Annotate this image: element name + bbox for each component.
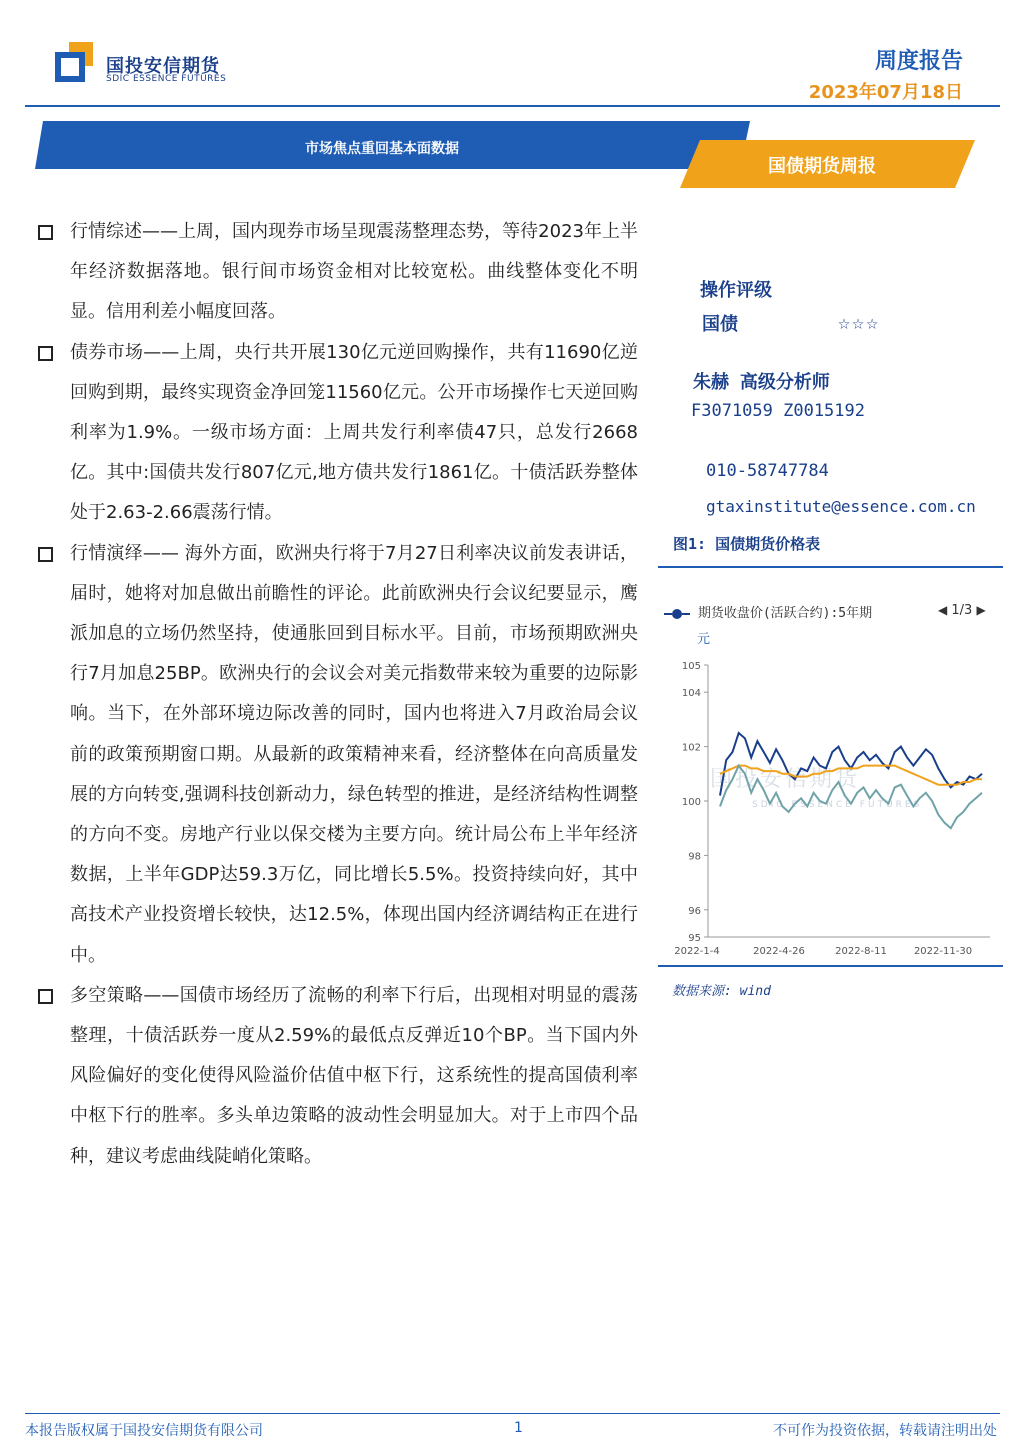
bullet-item: 多空策略——国债市场经历了流畅的利率下行后，出现相对明显的震荡整理，十债活跃券一度从2.59%的最低点反弹近10个BP。当下国内外风险偏好的变化使得风险溢价估值中枢下行，这系统性的提高国债利率中枢下行的胜率。多头单边策略的波动性会明显加大。对于上市四个品种，建议考虑曲线陡峭化策略。	[38, 976, 638, 1177]
y-tick-label: 104	[681, 688, 701, 700]
footer-divider	[25, 1413, 1000, 1414]
report-type: 周度报告	[874, 49, 963, 74]
footer-copyright: 本报告版权属于国投安信期货有限公司	[25, 1423, 263, 1439]
figure-title: 图1: 国债期货价格表	[673, 535, 821, 553]
rating-stars: ☆☆☆	[838, 310, 881, 334]
x-tick-label: 2022-1-4	[674, 946, 720, 957]
legend-marker-icon	[672, 609, 682, 619]
x-tick-label: 2022-4-26	[753, 946, 805, 957]
report-date: 2023年07月18日	[808, 82, 963, 103]
checkbox-icon	[38, 225, 53, 240]
legend-unit: 元	[697, 632, 711, 647]
price-chart	[660, 655, 1000, 960]
bullet-item: 行情演绎—— 海外方面，欧洲央行将于7月27日利率决议前发表讲话，届时，她将对加息做出前瞻性的评论。此前欧洲央行会议纪要显示，鹰派加息的立场仍然坚持，使通胀回到目标水平。目前，市场预期欧洲央行7月加息25BP。欧洲央行的会议会对美元指数带来较为重要的边际影响。当下，在外部环境边际改善的同时，国内也将进入7月政治局会议前的政策预期窗口期。从最新的政策精神来看，经济整体在向高质量发展的方向转变,强调科技创新动力，绿色转型的推进，是经济结构性调整的方向不变。房地产行业以保交楼为主要方向。统计局公布上半年经济数据，上半年GDP达59.3万亿，同比增长5.5%。投资持续向好，其中高技术产业投资增长较快，达12.5%，体现出国内经济调结构正在进行中。	[38, 534, 638, 976]
legend-pager	[938, 603, 986, 618]
next-arrow-icon[interactable]: ▶	[976, 603, 986, 617]
checkbox-icon	[38, 989, 53, 1004]
rating-item: 国债	[702, 314, 738, 335]
bullet-item: 行情综述——上周，国内现券市场呈现震荡整理态势，等待2023年上半年经济数据落地。银行间市场资金相对比较宽松。曲线整体变化不明显。信用利差小幅度回落。	[38, 212, 638, 333]
footer-disclaimer: 不可作为投资依据，转载请注明出处	[773, 1423, 997, 1439]
pager-text: 1/3	[951, 603, 973, 618]
y-tick-label: 95	[688, 933, 701, 944]
checkbox-icon	[38, 346, 53, 361]
x-tick-label: 2022-11-30	[913, 946, 973, 957]
rating-heading: 操作评级	[700, 280, 772, 301]
figure-divider-bottom	[658, 965, 1003, 967]
analyst-certs: F3071059 Z0015192	[691, 401, 865, 421]
data-source: 数据来源: wind	[672, 984, 771, 999]
header-divider	[25, 105, 1000, 107]
prev-arrow-icon[interactable]: ◀	[938, 603, 948, 617]
brand-name-en: SDIC ESSENCE FUTURES	[106, 74, 227, 84]
contact-email[interactable]: gtaxinstitute@essence.com.cn	[706, 497, 976, 516]
series-line-0	[720, 733, 982, 796]
y-tick-label: 102	[681, 742, 701, 754]
company-logo	[55, 42, 95, 82]
page-number: 1	[514, 1420, 523, 1436]
banner-report-name: 国债期货周报	[768, 156, 876, 177]
checkbox-icon	[38, 547, 53, 562]
y-tick-label: 98	[688, 851, 701, 863]
y-tick-label: 96	[688, 905, 701, 917]
bullet-item: 债券市场——上周，央行共开展130亿元逆回购操作，共有11690亿逆回购到期，最终实现资金净回笼11560亿元。公开市场操作七天逆回购利率为1.9%。一级市场方面：上周共发行利率债47只，总发行2668亿。其中:国债共发行807亿元,地方债共发行1861亿。十债活跃券整体处于2.63-2.66震荡行情。	[38, 333, 638, 534]
y-tick-label: 105	[681, 661, 701, 672]
figure-divider-top	[658, 566, 1003, 568]
legend-label: 期货收盘价(活跃合约):5年期	[697, 606, 873, 621]
brand-name-cn: 国投安信期货	[106, 56, 220, 77]
watermark-text-en: SDIC ESSENCE FUTURES	[752, 800, 923, 810]
bullet-list	[38, 212, 638, 1177]
watermark-text: 国投安信期货	[710, 767, 861, 792]
y-tick-label: 100	[681, 797, 701, 808]
x-tick-label: 2022-8-11	[835, 946, 887, 957]
contact-phone: 010-58747784	[706, 461, 829, 481]
banner-headline: 市场焦点重回基本面数据	[305, 141, 459, 157]
analyst-name: 朱赫 高级分析师	[693, 372, 830, 393]
